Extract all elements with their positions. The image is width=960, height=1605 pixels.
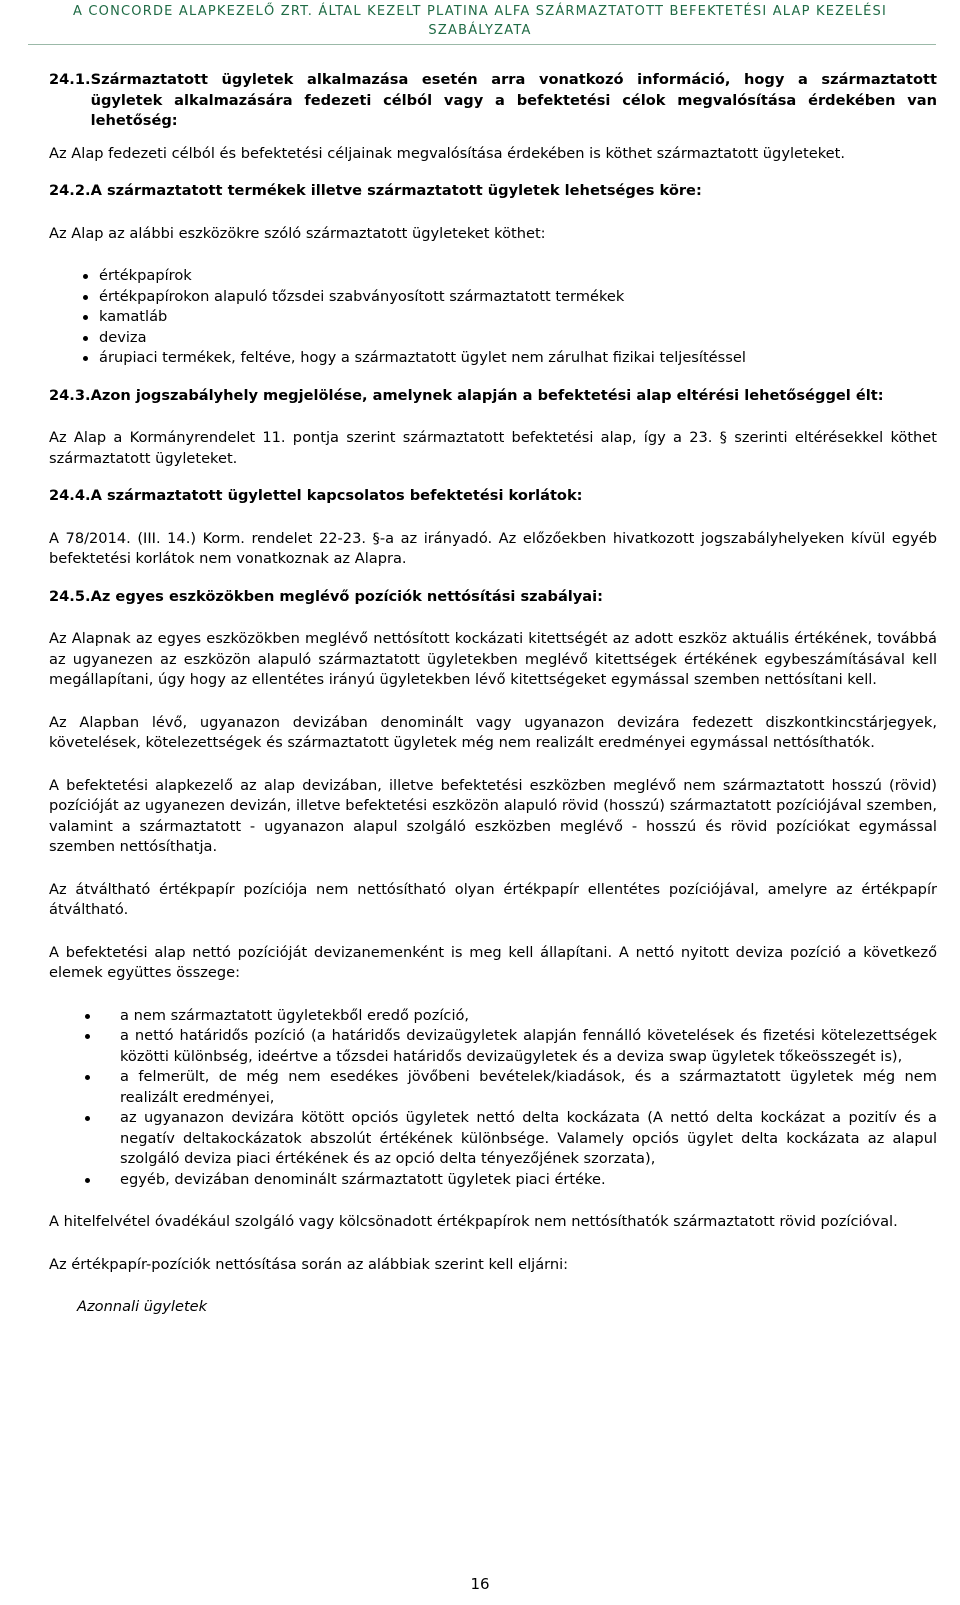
subheading-spot-transactions: Azonnali ügyletek: [77, 1298, 208, 1315]
list-item: értékpapírokon alapuló tőzsdei szabványosított származtatott termékek: [49, 287, 937, 308]
section-24-4-heading: [49, 486, 937, 507]
section-number: 24.1.: [49, 71, 91, 88]
page-header: [0, 0, 960, 42]
netting-paragraph-7: Az értékpapír-pozíciók nettósítása során az alábbiak szerint kell eljárni:: [49, 1255, 569, 1273]
section-title: A származtatott termékek illetve származtatott ügyletek lehetséges köre:: [90, 182, 702, 199]
list-item: az ugyanazon devizára kötött opciós ügyletek nettó delta kockázata (A nettó delta kockázat a pozitív és a negatív deltakockázatok abszolút értékének különbsége. Valamely opciós ügylet delta kockázata az alapul szolgáló deviza piaci értékének és az opció delta tényezőjének szorzata),: [49, 1108, 937, 1170]
section-24-3-heading: [49, 386, 937, 407]
list-item: egyéb, devizában denominált származtatott ügyletek piaci értéke.: [49, 1170, 937, 1191]
section-number: 24.4.: [49, 487, 91, 504]
list-item: a felmerült, de még nem esedékes jövőbeni bevételek/kiadások, és a származtatott ügyletek még nem realizált eredményei,: [49, 1067, 937, 1108]
section-number: 24.5.: [49, 587, 91, 605]
section-number: 24.2.: [49, 182, 91, 199]
asset-list: [49, 266, 937, 369]
section-24-5-heading: [49, 587, 937, 608]
list-item: a nettó határidős pozíció (a határidős devizaügyletek alapján fennálló követelések és fizetési kötelezettségek közötti különbség, ideértve a tőzsdei határidős devizaügyletek és a deviza swap ügyletek tőkeösszegét is),: [49, 1026, 937, 1067]
section-24-2-intro: Az Alap az alábbi eszközökre szóló származtatott ügyleteket köthet:: [49, 224, 546, 242]
header-line-2: SZABÁLYZATA: [428, 23, 532, 38]
header-line-1: A CONCORDE ALAPKEZELŐ ZRT. ÁLTAL KEZELT PLATINA ALFA SZÁRMAZTATOTT BEFEKTETÉSI ALAP KEZELÉSI: [72, 4, 888, 19]
bullet-icon: [85, 1075, 90, 1080]
section-24-1-body: Az Alap fedezeti célból és befektetési céljainak megvalósítása érdekében is köthet származtatott ügyleteket.: [49, 144, 845, 162]
netting-paragraph-3: A befektetési alapkezelő az alap devizában, illetve befektetési eszközben meglévő nem származtatott hosszú (rövid) pozícióját az ugyanezen devizán, illetve befektetési eszközön alapuló rövid (hosszú) származtatott pozíciójával szemben, valamint a származtatott - ugyanazon alapul szolgáló eszközben meglévő - hosszú és rövid pozíciókat egymással szemben nettósíthatja.: [49, 776, 937, 855]
netting-paragraph-6: A hitelfelvétel óvadékául szolgáló vagy kölcsönadott értékpapírok nem nettósíthatók származtatott rövid pozícióval.: [49, 1213, 898, 1230]
bullet-icon: [85, 1178, 90, 1183]
list-item: értékpapírok: [49, 266, 937, 287]
bullet-icon: [83, 295, 88, 300]
section-24-4-body: A 78/2014. (III. 14.) Korm. rendelet 22-23. §-a az irányadó. Az előzőekben hivatkozott jogszabályhelyeken kívül egyéb befektetési korlátok nem vonatkoznak az Alapra.: [49, 529, 937, 567]
netting-paragraph-2: Az Alapban lévő, ugyanazon devizában denominált vagy ugyanazon devizára fedezett diszkontkincstárjegyek, követelések, kötelezettségek és származtatott ügyletek még nem realizált eredményei egymással nettósíthatók.: [49, 713, 937, 751]
list-item: árupiaci termékek, feltéve, hogy a származtatott ügylet nem zárulhat fizikai teljesítéssel: [49, 348, 937, 369]
section-number: 24.3.: [49, 386, 91, 404]
main-content: [49, 70, 937, 1318]
section-24-1-heading: [49, 70, 937, 132]
netting-paragraph-4: Az átváltható értékpapír pozíciója nem nettósítható olyan értékpapír ellentétes pozíciójával, amelyre az értékpapír átváltható.: [49, 880, 937, 918]
bullet-icon: [85, 1014, 90, 1019]
section-24-3-body: Az Alap a Kormányrendelet 11. pontja szerint származtatott befektetési alap, így a 23. § szerinti eltérésekkel köthet származtatott ügyleteket.: [49, 429, 937, 467]
page-number: 16: [470, 1575, 490, 1593]
section-24-2-heading: [49, 181, 937, 202]
section-title: A származtatott ügylettel kapcsolatos befektetési korlátok:: [90, 487, 583, 504]
netting-paragraph-1: Az Alapnak az egyes eszközökben meglévő nettósított kockázati kitettségét az adott eszköz aktuális értékének, továbbá az ugyanezen az eszközön alapuló származtatott ügyletekben meglévő kitettségek értékének egybeszámításával kell megállapítani, úgy hogy az ellentétes irányú ügyletekben lévő kitettségeket egymással szemben nettósítani kell.: [49, 630, 937, 688]
bullet-icon: [83, 274, 88, 279]
list-item: deviza: [49, 328, 937, 349]
netting-paragraph-5: A befektetési alap nettó pozícióját devizanemenként is meg kell állapítani. A nettó nyitott deviza pozíció a következő elemek együttes összege:: [49, 943, 937, 981]
header-divider: [28, 44, 936, 45]
section-title: Származtatott ügyletek alkalmazása esetén arra vonatkozó információ, hogy a származtatott ügyletek alkalmazására fedezeti célból vagy a befektetési célok megvalósítása érdekében van lehetőség:: [90, 71, 937, 129]
bullet-icon: [83, 315, 88, 320]
list-item: a nem származtatott ügyletekből eredő pozíció,: [49, 1006, 937, 1027]
section-title: Az egyes eszközökben meglévő pozíciók nettósítási szabályai:: [90, 587, 603, 605]
bullet-icon: [83, 336, 88, 341]
fx-position-list: [49, 1006, 937, 1191]
bullet-icon: [85, 1116, 90, 1121]
list-item: kamatláb: [49, 307, 937, 328]
bullet-icon: [85, 1034, 90, 1039]
section-title: Azon jogszabályhely megjelölése, amelynek alapján a befektetési alap eltérési lehetőséggel élt:: [90, 386, 884, 404]
bullet-icon: [83, 356, 88, 361]
